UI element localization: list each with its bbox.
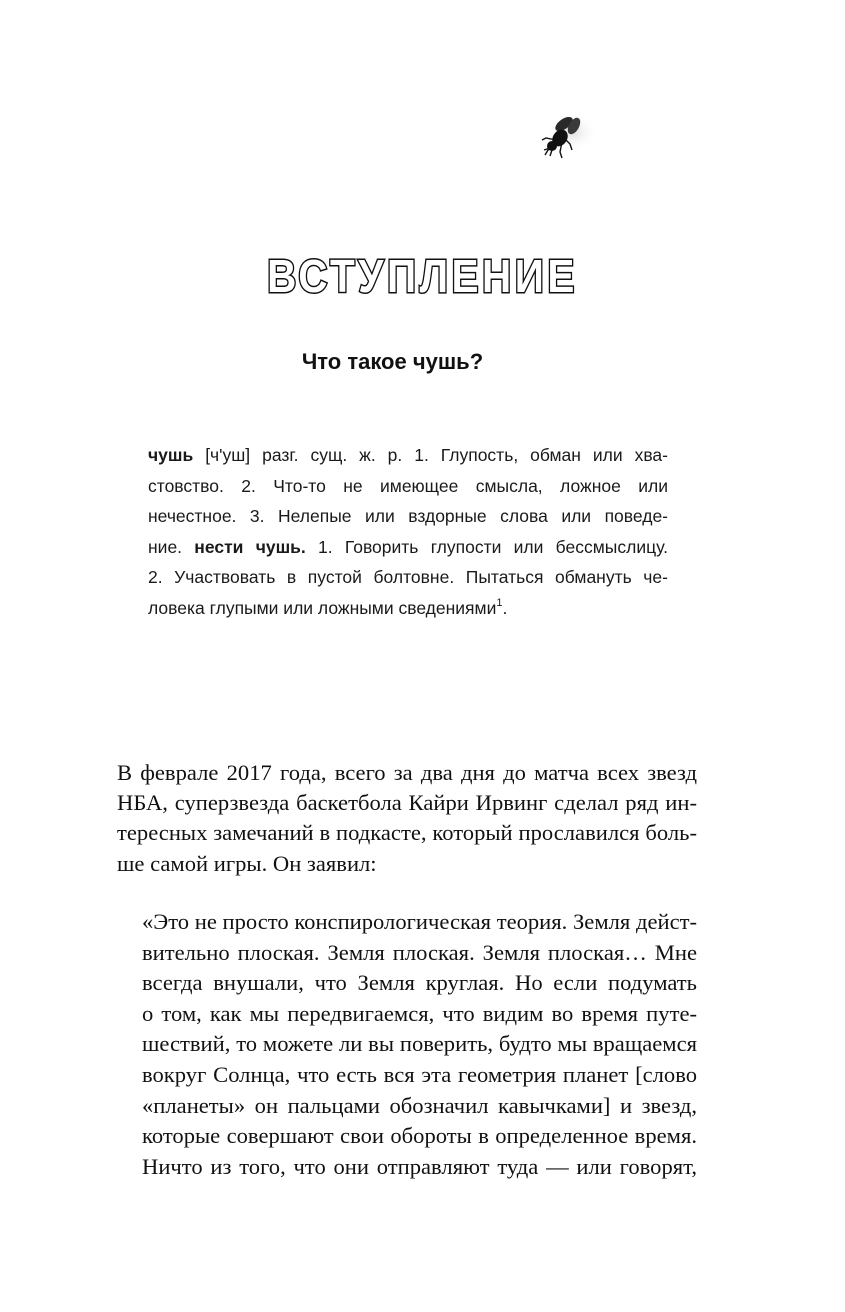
definition-phrase: нести чушь. [194,536,306,557]
quote-line: о том, как мы передвигаемся, что видим во время путе- [142,1000,697,1026]
chapter-title: ВСТУПЛЕНИЕ [267,250,578,302]
body-paragraph [117,758,697,879]
definition-line: стовство. 2. Что-то не имеющее смысла, ложное или [148,475,668,496]
chapter-subtitle: Что такое чушь? [301,349,484,374]
quote-line: шествий, то можете ли вы поверить, будто мы вращаемся [142,1031,697,1057]
body-line: НБА, суперзвезда баскетбола Кайри Ирвинг сделал ряд ин- [117,790,697,816]
fly-icon [536,110,600,166]
definition-line: ние. нести чушь. 1. Говорить глупости или бессмыслицу. [148,536,668,557]
definition-line: нечестное. 3. Нелепые или вздорные слова или поведе- [148,506,668,527]
dictionary-definition [148,440,668,624]
body-line: В феврале 2017 года, всего за два дня до матча всех звезд [117,760,697,785]
definition-line: чушь [ч'уш] разг. сущ. ж. р. 1. Глупость, обман или хва- [148,445,668,465]
body-line: ше самой игры. Он заявил: [117,850,377,876]
quote-line: Ничто из того, что они отправляют туда — или говорят, [142,1153,697,1179]
footnote-marker: 1 [496,597,503,610]
quote-line: вительно плоская. Земля плоская. Земля плоская… Мне [142,939,697,965]
quote-line: вокруг Солнца, что есть вся эта геометрия планет [слово [142,1061,697,1087]
block-quote [117,907,697,1182]
quote-line: которые совершают свои обороты в определенное время. [142,1123,697,1149]
quote-line: всегда внушали, что Земля круглая. Но если подумать [142,970,697,996]
definition-term: чушь [148,445,194,465]
body-line: тересных замечаний в подкасте, который прославился боль- [117,820,697,846]
definition-line: 2. Участвовать в пустой болтовне. Пытаться обмануть че- [148,567,668,588]
definition-line: ловека глупыми или ложными сведениями$^1$. [148,597,508,618]
quote-line: «Это не просто конспирологическая теория. Земля дейст- [142,909,697,934]
quote-line: «планеты» он пальцами обозначил кавычками] и звезд, [142,1092,697,1118]
